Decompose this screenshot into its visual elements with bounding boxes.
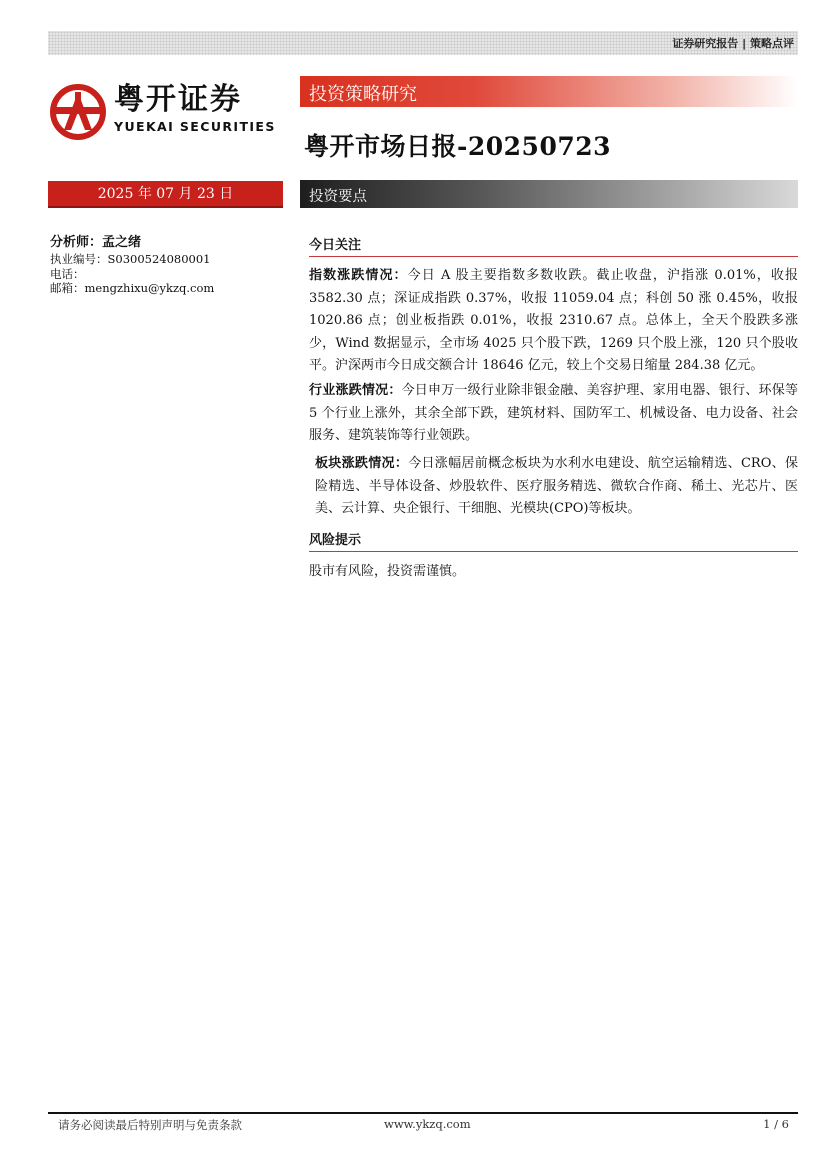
paragraph-sector-text: 今日涨幅居前概念板块为水利水电建设、航空运输精选、CRO、保险精选、半导体设备、炒股软件、医疗服务精选、微软合作商、稀土、光芯片、医美、云计算、央企银行、干细胞、光模块(CPO)等板块。 <box>315 456 798 516</box>
analyst-license: 执业编号：S0300524080001 <box>50 252 211 266</box>
header-band <box>48 31 798 55</box>
date-banner <box>48 181 283 208</box>
paragraph-risk: 股市有风险，投资需谨慎。 <box>309 564 466 579</box>
logo-emblem-icon <box>50 84 106 140</box>
analyst-name: 分析师：孟之绪 <box>50 235 142 250</box>
paragraph-industry <box>309 380 798 448</box>
paragraph-index-text: 今日 A 股主要指数多数收跌。截止收盘，沪指涨 0.01%，收报 3582.30 点；深证成指跌 0.37%，收报 11059.04 点；科创 50 涨 0.45%，收报 1020.86 点；创业板指跌 0.01%，收报 2310.67 点。总体上，全天个股跌多涨少，Wind 数据显示，全市场 4025 只个股下跌，1269 只个股上涨，120 只个股收平。沪深两市今日成交额合计 18646 亿元，较上个交易日缩量 284.38 亿元。 <box>309 268 798 373</box>
analyst-email: 邮箱：mengzhixu@ykzq.com <box>50 281 215 295</box>
report-title: 粤开市场日报-20250723 <box>304 132 612 161</box>
paragraph-index <box>309 265 798 378</box>
footer-website: www.ykzq.com <box>384 1117 471 1131</box>
paragraph-industry-text: 今日申万一级行业除非银金融、美容护理、家用电器、银行、环保等 5 个行业上涨外，其余全部下跌，建筑材料、国防军工、机械设备、电力设备、社会服务、建筑装饰等行业领跌。 <box>309 383 798 443</box>
analyst-phone: 电话： <box>50 266 85 281</box>
report-type-label: 证券研究报告 | 策略点评 <box>672 37 794 50</box>
paragraph-industry-label: 行业涨跌情况： <box>309 383 402 398</box>
footer-page-number: 1 / 6 <box>763 1117 789 1131</box>
category-label: 投资策略研究 <box>309 84 417 105</box>
paragraph-index-label: 指数涨跌情况： <box>309 268 408 283</box>
logo-name-cn: 粤开证券 <box>114 82 242 117</box>
paragraph-sector-label: 板块涨跌情况： <box>315 456 409 471</box>
key-points-banner <box>300 180 798 208</box>
section-heading-risk: 风险提示 <box>309 529 798 552</box>
logo-name-en: YUEKAI SECURITIES <box>114 119 276 134</box>
company-logo <box>50 84 290 140</box>
footer-divider <box>48 1112 798 1114</box>
paragraph-sector <box>315 453 798 521</box>
section-heading-today-focus: 今日关注 <box>309 234 798 257</box>
footer-disclaimer: 请务必阅读最后特别声明与免责条款 <box>58 1118 242 1132</box>
category-banner <box>300 76 798 107</box>
report-date: 2025 年 07 月 23 日 <box>97 186 234 202</box>
key-points-label: 投资要点 <box>309 189 367 205</box>
analyst-info <box>50 234 214 296</box>
